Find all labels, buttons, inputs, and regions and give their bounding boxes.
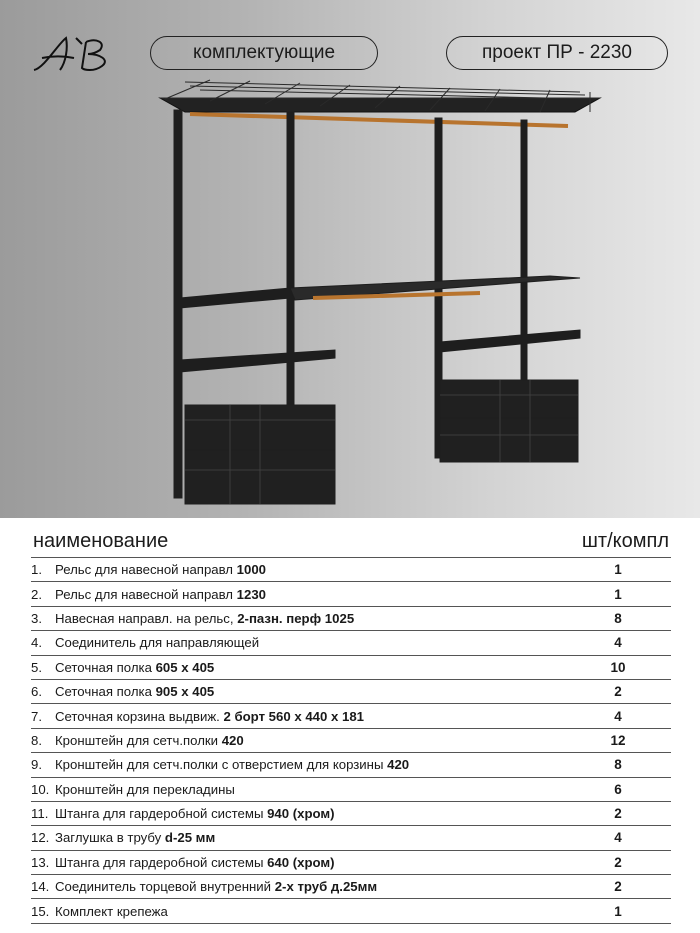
row-text: Кронштейн для сетч.полки xyxy=(55,732,222,748)
row-number: 10. xyxy=(31,781,50,797)
row-number: 2. xyxy=(31,586,42,602)
row-description xyxy=(55,587,671,602)
row-text: Комплект крепежа xyxy=(55,903,168,919)
row-spec: 1230 xyxy=(236,586,267,602)
row-number: 5. xyxy=(31,659,42,675)
pill-components-label: комплектующие xyxy=(192,42,336,63)
row-spec: 2-х труб д.25мм xyxy=(274,879,378,895)
table-row xyxy=(31,898,671,923)
row-number: 13. xyxy=(31,854,50,870)
row-quantity: 2 xyxy=(614,806,622,822)
table-row xyxy=(31,606,671,630)
row-quantity: 8 xyxy=(614,757,622,773)
row-description xyxy=(55,684,671,699)
table-row xyxy=(31,752,671,776)
row-quantity: 2 xyxy=(614,854,622,870)
table-row xyxy=(31,679,671,703)
row-number: 15. xyxy=(31,903,50,919)
row-text: Кронштейн для сетч.полки с отверстием для корзины xyxy=(55,757,388,773)
row-number: 3. xyxy=(31,610,42,626)
row-spec: 2 борт 560 х 440 х 181 xyxy=(223,708,365,724)
table-row xyxy=(31,655,671,679)
row-number: 1. xyxy=(31,562,42,578)
row-spec: d-25 мм xyxy=(164,830,216,846)
row-spec: 1000 xyxy=(236,562,267,578)
row-number: 14. xyxy=(31,879,50,895)
pill-project-label: проект ПР - 2230 xyxy=(482,42,632,63)
row-text: Штанга для гардеробной системы xyxy=(55,854,268,870)
row-spec: 2-пазн. перф 1025 xyxy=(237,610,355,626)
row-number: 12. xyxy=(31,830,50,846)
row-number: 9. xyxy=(31,757,42,773)
row-description xyxy=(55,879,671,894)
row-quantity: 8 xyxy=(614,610,622,626)
row-text: Навесная направл. на рельс, xyxy=(55,610,238,626)
pill-components xyxy=(150,36,378,70)
brand-logo-icon xyxy=(30,34,114,76)
row-quantity: 1 xyxy=(614,562,622,578)
table-row xyxy=(31,581,671,605)
column-header-name: наименование xyxy=(33,530,169,552)
row-quantity: 12 xyxy=(610,732,626,748)
row-description xyxy=(55,830,671,845)
row-description xyxy=(55,806,671,821)
row-description xyxy=(55,635,671,650)
table-row xyxy=(31,703,671,727)
row-description xyxy=(55,855,671,870)
row-quantity: 4 xyxy=(614,635,622,651)
row-number: 8. xyxy=(31,732,42,748)
row-description xyxy=(55,562,671,577)
table-row xyxy=(31,874,671,898)
table-row xyxy=(31,801,671,825)
components-table xyxy=(31,557,671,924)
row-number: 7. xyxy=(31,708,42,724)
row-quantity: 1 xyxy=(614,903,622,919)
row-quantity: 6 xyxy=(614,781,622,797)
table-row xyxy=(31,777,671,801)
row-text: Рельс для навесной направл xyxy=(55,562,237,578)
row-description xyxy=(55,782,671,797)
row-quantity: 10 xyxy=(610,659,626,675)
table-row xyxy=(31,850,671,874)
row-quantity: 4 xyxy=(614,830,622,846)
row-text: Сеточная корзина выдвиж. xyxy=(55,708,224,724)
row-spec: 420 xyxy=(387,757,410,773)
column-header-qty: шт/компл xyxy=(581,530,669,552)
row-spec: 940 (хром) xyxy=(267,806,335,822)
table-row xyxy=(31,825,671,849)
table-row xyxy=(31,630,671,654)
row-number: 6. xyxy=(31,684,42,700)
row-quantity: 2 xyxy=(614,684,622,700)
row-text: Рельс для навесной направл xyxy=(55,586,237,602)
row-description xyxy=(55,709,671,724)
row-quantity: 4 xyxy=(614,708,622,724)
row-description xyxy=(55,757,671,772)
row-text: Сеточная полка xyxy=(55,684,156,700)
table-row xyxy=(31,728,671,752)
row-spec: 420 xyxy=(221,732,244,748)
row-quantity: 2 xyxy=(614,879,622,895)
row-description xyxy=(55,660,671,675)
row-number: 11. xyxy=(31,806,49,822)
table-row xyxy=(31,557,671,581)
row-spec: 640 (хром) xyxy=(267,854,335,870)
row-text: Кронштейн для перекладины xyxy=(55,781,235,797)
row-spec: 905 х 405 xyxy=(155,684,215,700)
row-number: 4. xyxy=(31,635,42,651)
row-text: Заглушка в трубу xyxy=(55,830,165,846)
row-text: Штанга для гардеробной системы xyxy=(55,806,268,822)
row-description xyxy=(55,611,671,626)
row-description xyxy=(55,904,671,919)
row-text: Сеточная полка xyxy=(55,659,156,675)
row-spec: 605 х 405 xyxy=(155,659,215,675)
row-quantity: 1 xyxy=(614,586,622,602)
row-text: Соединитель торцевой внутренний xyxy=(55,879,275,895)
row-description xyxy=(55,733,671,748)
row-text: Соединитель для направляющей xyxy=(55,635,260,651)
pill-project xyxy=(446,36,668,70)
